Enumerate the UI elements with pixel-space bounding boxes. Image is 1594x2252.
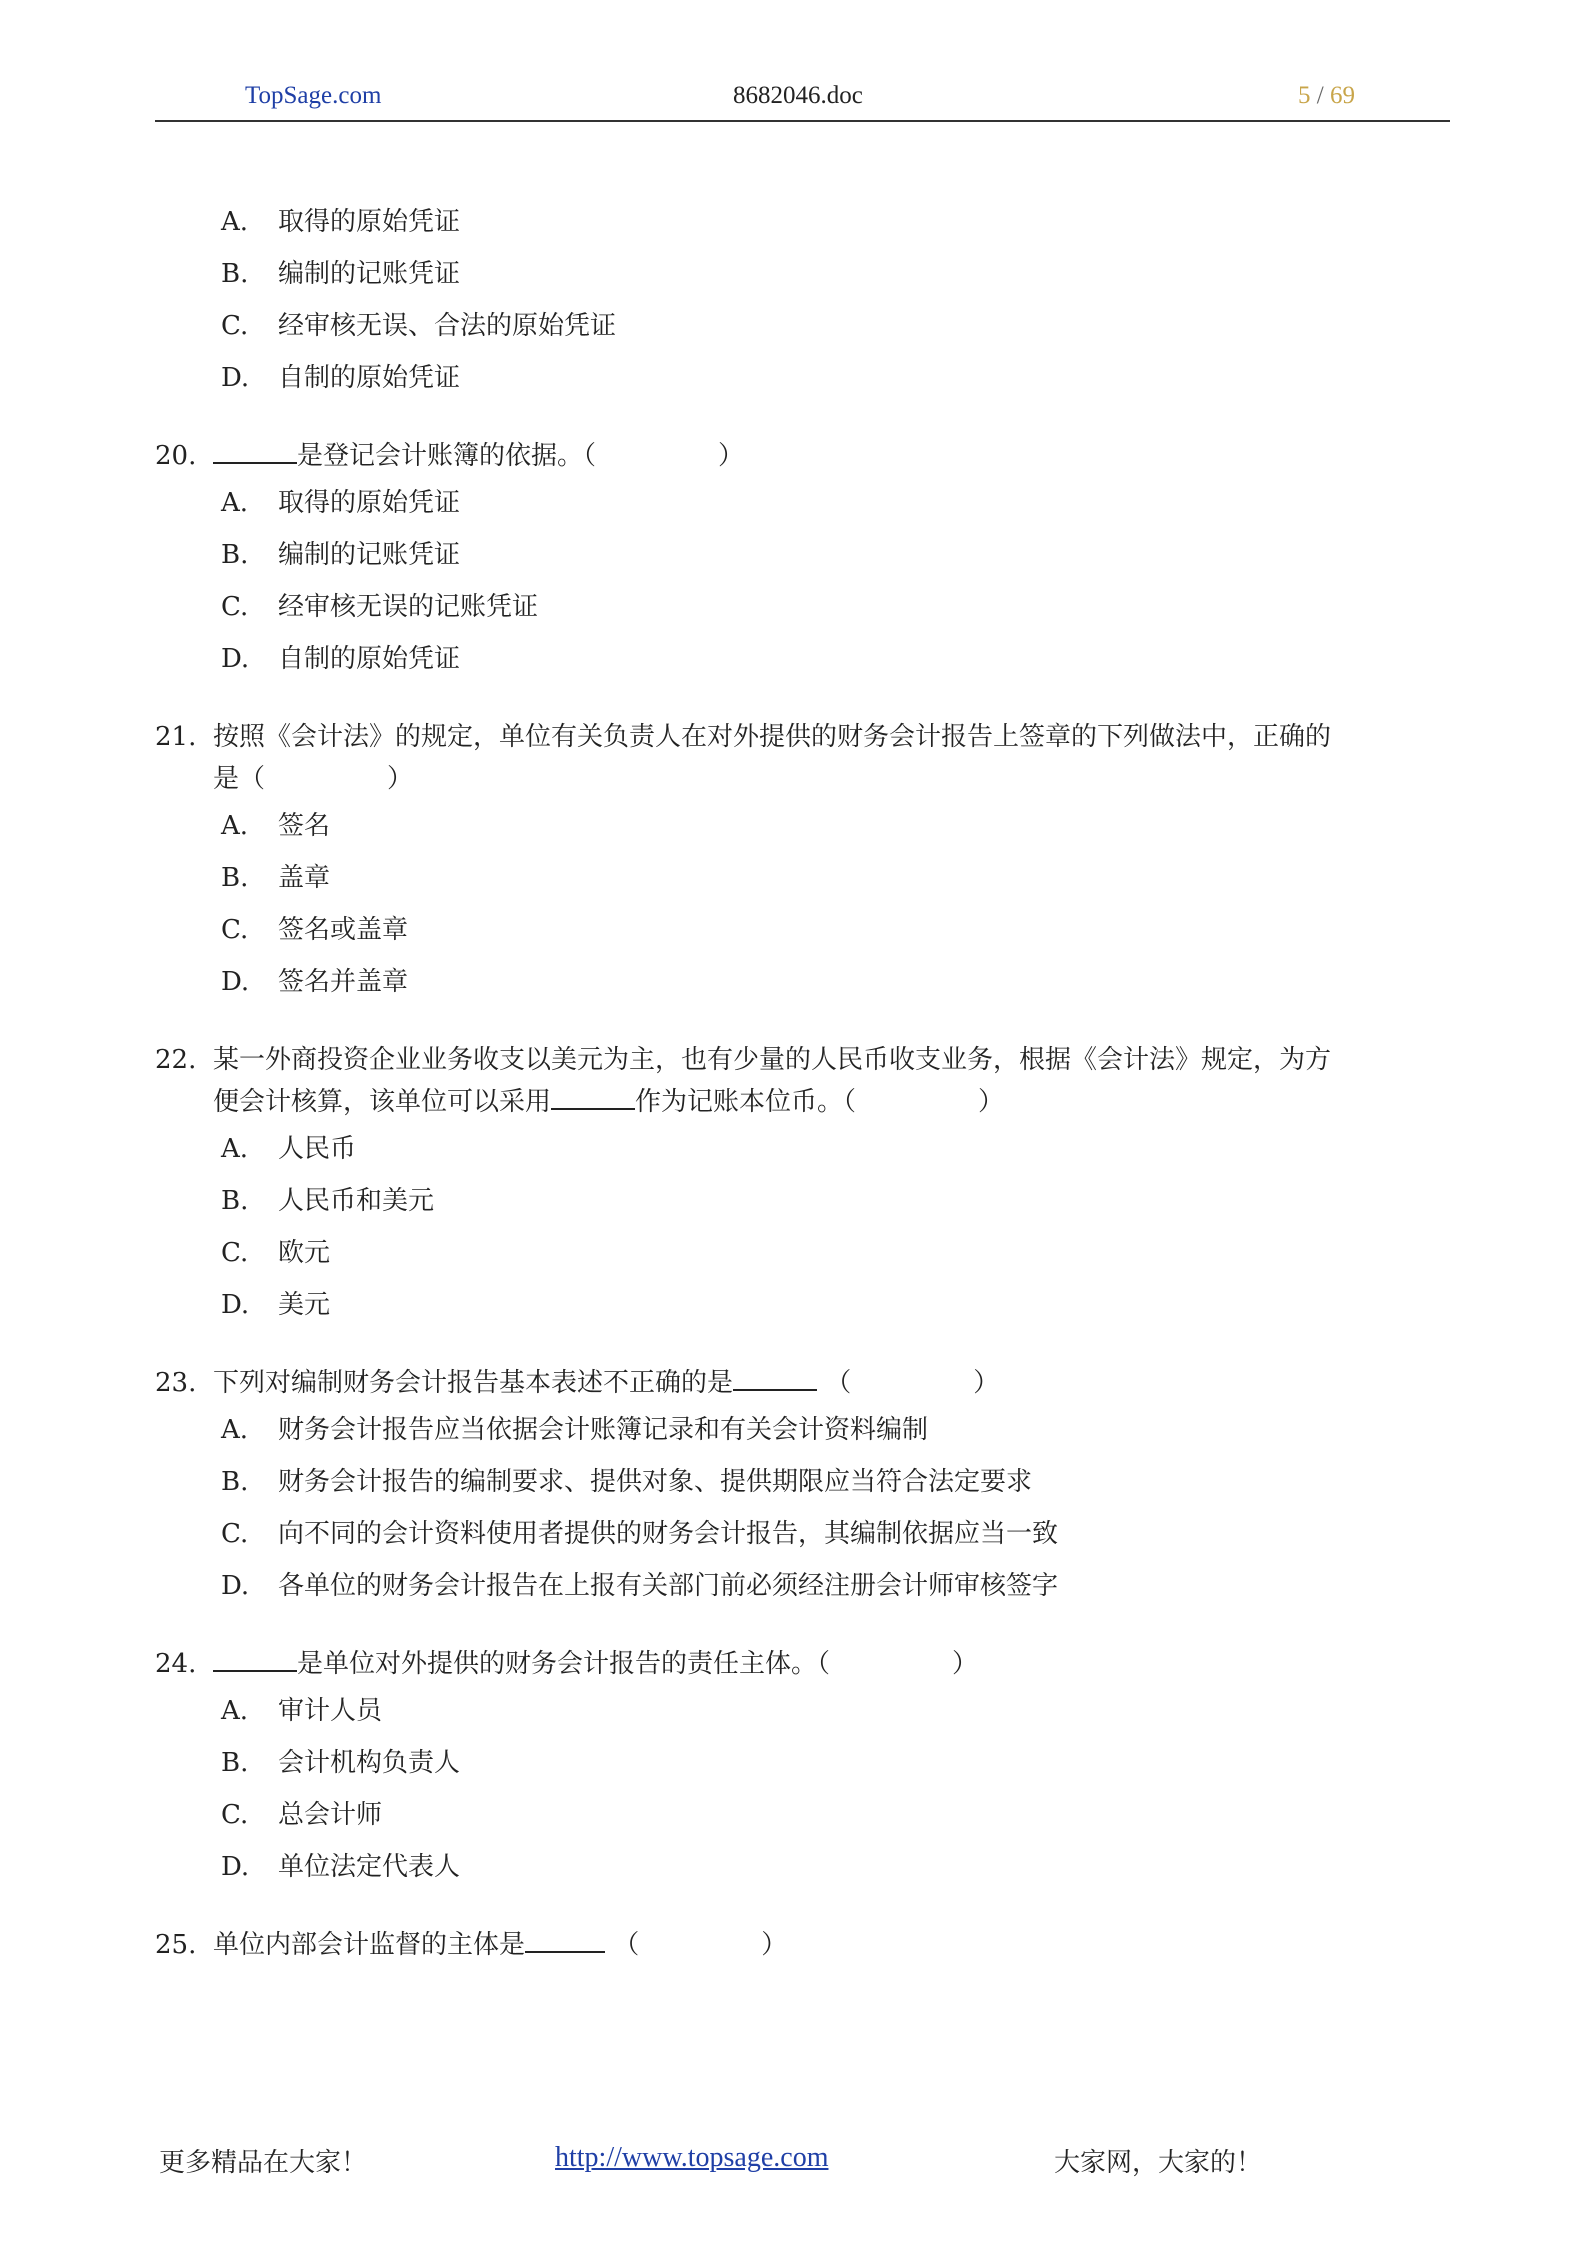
option-b bbox=[155, 1737, 1450, 1789]
option-c bbox=[155, 581, 1450, 633]
option-letter: A. bbox=[221, 811, 249, 841]
option-list bbox=[155, 477, 1450, 685]
answer-blank bbox=[551, 1082, 635, 1110]
option-letter: D. bbox=[221, 1852, 250, 1882]
question-stem bbox=[155, 435, 1450, 477]
question-number: 24. bbox=[155, 1649, 197, 1679]
option-text: 签名或盖章 bbox=[278, 915, 409, 945]
answer-blank bbox=[213, 1644, 297, 1672]
question-stem bbox=[155, 1924, 1450, 1966]
option-a bbox=[155, 1404, 1450, 1456]
question-stem bbox=[155, 1362, 1450, 1404]
option-text: 会计机构负责人 bbox=[278, 1748, 461, 1778]
option-text: 经审核无误、合法的原始凭证 bbox=[278, 311, 617, 341]
option-b bbox=[155, 852, 1450, 904]
header-doc-name: 8682046.doc bbox=[733, 82, 863, 109]
question-21 bbox=[155, 716, 1450, 1008]
option-letter: C. bbox=[221, 915, 249, 945]
option-b bbox=[155, 529, 1450, 581]
question-text-post: 是单位对外提供的财务会计报告的责任主体。（ bbox=[297, 1649, 831, 1679]
option-text: 编制的记账凭证 bbox=[278, 540, 461, 570]
option-b bbox=[155, 248, 1450, 300]
footer-link[interactable]: http://www.topsage.com bbox=[555, 2142, 829, 2173]
option-b bbox=[155, 1456, 1450, 1508]
page-total: 69 bbox=[1329, 82, 1355, 109]
question-stem bbox=[155, 1039, 1450, 1123]
question-text-post: （ bbox=[825, 1368, 852, 1398]
option-letter: A. bbox=[221, 207, 249, 237]
option-d bbox=[155, 352, 1450, 404]
option-list bbox=[155, 1685, 1450, 1893]
option-a bbox=[155, 1685, 1450, 1737]
question-close-paren: ） bbox=[718, 441, 745, 471]
option-text: 财务会计报告的编制要求、提供对象、提供期限应当符合法定要求 bbox=[278, 1467, 1033, 1497]
option-letter: D. bbox=[221, 1290, 250, 1320]
question-number: 25. bbox=[155, 1930, 197, 1960]
option-letter: A. bbox=[221, 1134, 249, 1164]
question-text bbox=[213, 1924, 1450, 1966]
option-c bbox=[155, 904, 1450, 956]
option-text: 总会计师 bbox=[278, 1800, 383, 1830]
answer-blank bbox=[213, 436, 297, 464]
option-d bbox=[155, 1841, 1450, 1893]
option-text: 自制的原始凭证 bbox=[278, 363, 461, 393]
answer-blank bbox=[733, 1363, 817, 1391]
option-letter: D. bbox=[221, 1571, 250, 1601]
option-text: 美元 bbox=[278, 1290, 331, 1320]
option-text: 财务会计报告应当依据会计账簿记录和有关会计资料编制 bbox=[278, 1415, 929, 1445]
option-c bbox=[155, 1227, 1450, 1279]
question-text-line2-pre: 便会计核算，该单位可以采用 bbox=[213, 1087, 552, 1117]
question-22 bbox=[155, 1039, 1450, 1331]
option-b bbox=[155, 1175, 1450, 1227]
option-d bbox=[155, 633, 1450, 685]
option-text: 编制的记账凭证 bbox=[278, 259, 461, 289]
question-19-continued bbox=[155, 196, 1450, 404]
option-text: 各单位的财务会计报告在上报有关部门前必须经注册会计师审核签字 bbox=[278, 1571, 1059, 1601]
question-text-pre: 单位内部会计监督的主体是 bbox=[213, 1930, 526, 1960]
header-page-number bbox=[1298, 82, 1355, 110]
option-list bbox=[155, 800, 1450, 1008]
question-text bbox=[213, 716, 1450, 800]
question-text bbox=[213, 1039, 1450, 1123]
question-number: 23. bbox=[155, 1368, 197, 1398]
option-text: 单位法定代表人 bbox=[278, 1852, 461, 1882]
question-text-line2: 是（ bbox=[213, 764, 266, 794]
question-close-paren: ） bbox=[387, 764, 414, 794]
option-a bbox=[155, 477, 1450, 529]
question-text bbox=[213, 435, 1450, 477]
footer-right-text: 大家网，大家的！ bbox=[1054, 2148, 1263, 2178]
option-a bbox=[155, 800, 1450, 852]
question-number: 20. bbox=[155, 441, 197, 471]
question-text-line2-post: 作为记账本位币。（ bbox=[635, 1087, 857, 1117]
option-list bbox=[155, 1404, 1450, 1612]
option-letter: C. bbox=[221, 311, 249, 341]
question-number: 22. bbox=[155, 1045, 197, 1075]
option-letter: B. bbox=[221, 1748, 249, 1778]
question-close-paren: ） bbox=[978, 1087, 1005, 1117]
question-25 bbox=[155, 1924, 1450, 1966]
option-text: 人民币和美元 bbox=[278, 1186, 435, 1216]
question-text bbox=[213, 1362, 1450, 1404]
question-text-post: 是登记会计账簿的依据。（ bbox=[297, 441, 597, 471]
option-d bbox=[155, 1560, 1450, 1612]
question-text-post: （ bbox=[613, 1930, 640, 1960]
option-text: 审计人员 bbox=[278, 1696, 383, 1726]
option-letter: D. bbox=[221, 363, 250, 393]
option-list bbox=[155, 1123, 1450, 1331]
header-site[interactable]: TopSage.com bbox=[245, 82, 382, 109]
question-number: 21. bbox=[155, 722, 197, 752]
option-letter: A. bbox=[221, 1696, 249, 1726]
question-20 bbox=[155, 435, 1450, 685]
question-text-line1: 按照《会计法》的规定，单位有关负责人在对外提供的财务会计报告上签章的下列做法中，正确的 bbox=[213, 722, 1332, 752]
page-header bbox=[155, 76, 1450, 122]
option-c bbox=[155, 300, 1450, 352]
option-d bbox=[155, 1279, 1450, 1331]
option-c bbox=[155, 1508, 1450, 1560]
question-stem bbox=[155, 716, 1450, 800]
option-letter: B. bbox=[221, 540, 249, 570]
question-stem bbox=[155, 1643, 1450, 1685]
option-letter: C. bbox=[221, 592, 249, 622]
question-text-pre: 下列对编制财务会计报告基本表述不正确的是 bbox=[213, 1368, 734, 1398]
option-letter: C. bbox=[221, 1800, 249, 1830]
page-footer bbox=[155, 2142, 1455, 2182]
option-d bbox=[155, 956, 1450, 1008]
page-current: 5 bbox=[1298, 82, 1311, 109]
question-close-paren: ） bbox=[952, 1649, 979, 1679]
page-separator: / bbox=[1316, 82, 1324, 109]
option-letter: C. bbox=[221, 1238, 249, 1268]
question-content bbox=[155, 196, 1450, 1997]
option-c bbox=[155, 1789, 1450, 1841]
question-close-paren: ） bbox=[761, 1930, 788, 1960]
option-text: 向不同的会计资料使用者提供的财务会计报告，其编制依据应当一致 bbox=[278, 1519, 1059, 1549]
option-letter: D. bbox=[221, 644, 250, 674]
option-text: 取得的原始凭证 bbox=[278, 488, 461, 518]
option-letter: A. bbox=[221, 488, 249, 518]
question-text-line1: 某一外商投资企业业务收支以美元为主，也有少量的人民币收支业务，根据《会计法》规定，为方 bbox=[213, 1045, 1332, 1075]
question-close-paren: ） bbox=[973, 1368, 1000, 1398]
option-a bbox=[155, 196, 1450, 248]
option-letter: D. bbox=[221, 967, 250, 997]
option-text: 经审核无误的记账凭证 bbox=[278, 592, 539, 622]
question-24 bbox=[155, 1643, 1450, 1893]
option-letter: B. bbox=[221, 863, 249, 893]
question-text bbox=[213, 1643, 1450, 1685]
option-letter: B. bbox=[221, 259, 249, 289]
option-text: 盖章 bbox=[278, 863, 331, 893]
option-text: 签名并盖章 bbox=[278, 967, 409, 997]
option-letter: C. bbox=[221, 1519, 249, 1549]
option-text: 自制的原始凭证 bbox=[278, 644, 461, 674]
option-letter: B. bbox=[221, 1186, 249, 1216]
answer-blank bbox=[525, 1925, 605, 1953]
option-text: 人民币 bbox=[278, 1134, 357, 1164]
option-letter: A. bbox=[221, 1415, 249, 1445]
option-text: 取得的原始凭证 bbox=[278, 207, 461, 237]
footer-left-text: 更多精品在大家！ bbox=[159, 2148, 368, 2178]
option-letter: B. bbox=[221, 1467, 249, 1497]
option-a bbox=[155, 1123, 1450, 1175]
option-text: 签名 bbox=[278, 811, 331, 841]
question-23 bbox=[155, 1362, 1450, 1612]
option-list bbox=[155, 196, 1450, 404]
option-text: 欧元 bbox=[278, 1238, 331, 1268]
